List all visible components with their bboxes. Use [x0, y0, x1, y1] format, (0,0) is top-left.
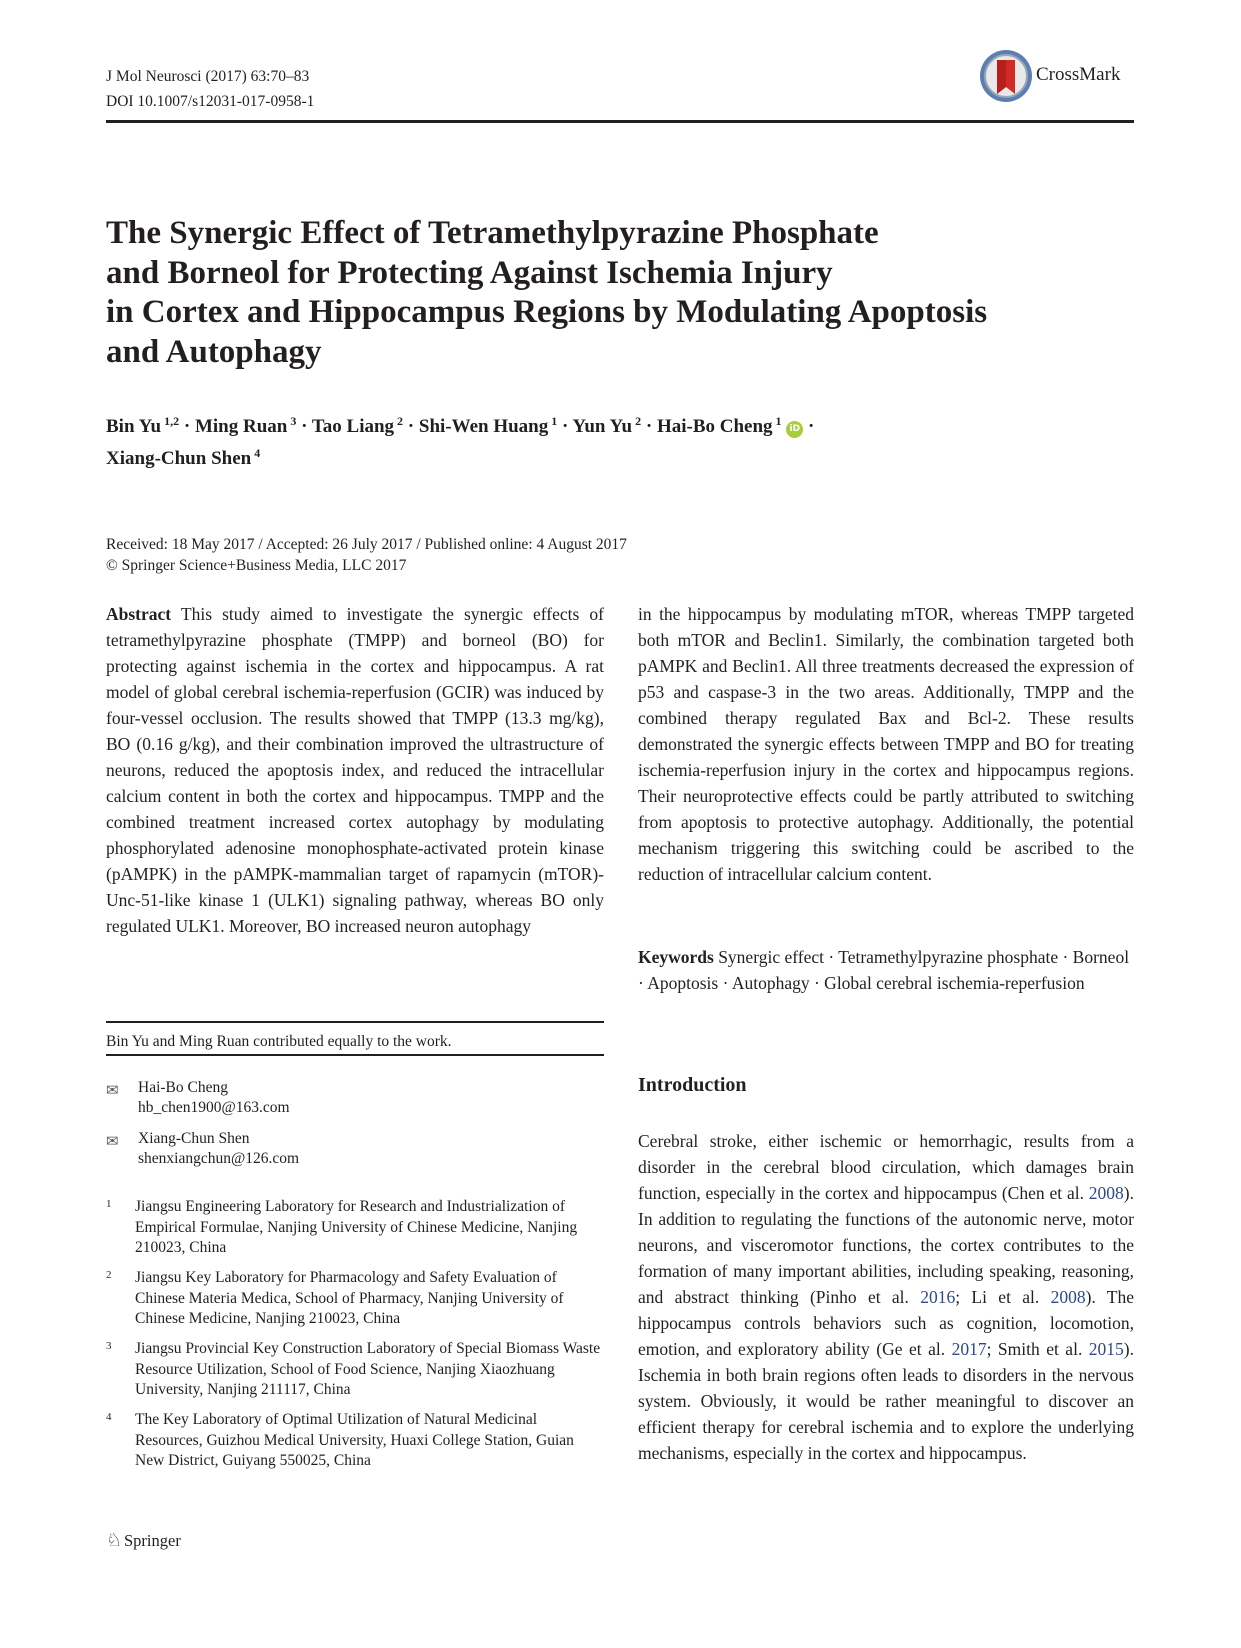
author-name[interactable]: Xiang-Chun Shen: [106, 448, 252, 469]
dates-line: Received: 18 May 2017 / Accepted: 26 July 2017 / Published online: 4 August 2017: [106, 536, 627, 553]
intro-text: ; Li et al.: [955, 1287, 1051, 1307]
introduction-heading: Introduction: [638, 1074, 747, 1096]
citation-link[interactable]: 2008: [1088, 1183, 1124, 1203]
author-list: Bin Yu $^{1,2}$ · Ming Ruan $^3$ · Tao Liang $^2$ · Shi-Wen Huang $^1$ · Yun Yu $^2$ · Hai-Bo Cheng $^1$ iD · Xiang-Chun Shen $^4$: [106, 414, 815, 469]
envelope-icon: ✉: [106, 1132, 119, 1150]
corresponding-email[interactable]: hb_chen1900@163.com: [138, 1099, 290, 1116]
citation-link[interactable]: 2017: [951, 1339, 987, 1359]
affiliation-text: Jiangsu Key Laboratory for Pharmacology and Safety Evaluation of Chinese Materia Medica, School of Pharmacy, Nanjing University of Chinese Medicine, Nanjing 210023, China: [135, 1269, 564, 1327]
title-line: in Cortex and Hippocampus Regions by Modulating Apoptosis: [106, 294, 988, 330]
springer-horse-icon: ♘: [106, 1530, 123, 1551]
intro-text: ). In addition to regulating the functions of the autonomic nerve, motor neurons, and visceromotor functions, the cortex contributes to the formation of many important abilities, including speaking, reasoning, and abstract thinking (Pinho et al.: [638, 1183, 1134, 1307]
affiliation-text: The Key Laboratory of Optimal Utilization of Natural Medicinal Resources, Guizhou Medical University, Huaxi College Station, Guian New District, Guiyang 550025, China: [135, 1411, 574, 1469]
orcid-icon[interactable]: iD: [786, 421, 803, 438]
intro-text: ; Smith et al.: [986, 1339, 1089, 1359]
abstract-text-right: in the hippocampus by modulating mTOR, whereas TMPP targeted both mTOR and Beclin1. Similarly, the combination targeted both pAMPK and Beclin1. All three treatments decreased the expression of p53 and caspase-3 in the two areas. Additionally, TMPP and the combined therapy regulated Bax and Bcl-2. These results demonstrated the synergic effects between TMPP and BO for treating ischemia-reperfusion injury in the cortex and hippocampus regions. Their neuroprotective effects could be partly attributed to switching from apoptosis to protective autophagy. Additionally, the potential mechanism triggering this switching could be ascribed to the reduction of intracellular calcium content.: [638, 604, 1134, 884]
article-title: [106, 214, 1146, 372]
crossmark-icon: [978, 48, 1034, 104]
author-affiliation: 1,2: [164, 414, 180, 428]
corresponding-name: Hai-Bo Cheng: [138, 1079, 228, 1096]
publisher-name: Springer: [124, 1531, 181, 1550]
author-name[interactable]: Tao Liang: [311, 416, 395, 437]
author-affiliation: 3: [290, 414, 297, 428]
affiliation-text: Jiangsu Provincial Key Construction Laboratory of Special Biomass Waste Resource Utilization, School of Food Science, Nanjing Xiaozhuang University, Nanjing 211117, China: [135, 1340, 601, 1398]
abstract-right: [638, 601, 1134, 887]
corresponding-name: Xiang-Chun Shen: [138, 1130, 250, 1147]
author-affiliation: 1: [775, 414, 782, 428]
author-name[interactable]: Bin Yu: [106, 416, 162, 437]
abstract-heading: Abstract: [106, 604, 172, 624]
introduction-body: [638, 1128, 1134, 1466]
intro-text: ). The hippocampus controls behaviors such as cognition, locomotion, emotion, and exploratory ability (Ge et al.: [638, 1287, 1134, 1359]
author-affiliation: 1: [551, 414, 558, 428]
abstract-left: [106, 601, 604, 939]
crossmark-badge[interactable]: [978, 46, 1138, 108]
footnote-rule: [106, 1021, 604, 1023]
author-name[interactable]: Yun Yu: [572, 416, 633, 437]
author-affiliation: 2: [635, 414, 642, 428]
author-name[interactable]: Ming Ruan: [194, 416, 288, 437]
keywords: [638, 944, 1134, 996]
author-name[interactable]: Shi-Wen Huang: [418, 416, 549, 437]
author-name[interactable]: Hai-Bo Cheng: [656, 416, 773, 437]
affiliation-number: 1: [106, 1198, 112, 1210]
intro-text: ). Ischemia in both brain regions often leads to disorders in the nervous system. Obviously, it would be rather meaningful to discover an efficient therapy for cerebral ischemia and to explore the underlying mechanisms, especially in the cortex and hippocampus.: [638, 1339, 1134, 1463]
citation-link[interactable]: 2008: [1050, 1287, 1086, 1307]
affiliation-number: 4: [106, 1411, 112, 1423]
title-line: and Borneol for Protecting Against Ischemia Injury: [106, 254, 833, 291]
doi[interactable]: DOI 10.1007/s12031-017-0958-1: [106, 93, 315, 110]
abstract-text-left: This study aimed to investigate the synergic effects of tetramethylpyrazine phosphate (TMPP) and borneol (BO) for protecting against ischemia in the cortex and hippocampus. A rat model of global cerebral ischemia-reperfusion (GCIR) was induced by four-vessel occlusion. The results showed that TMPP (13.3 mg/kg), BO (0.16 g/kg), and their combination improved the ultrastructure of neurons, reduced the apoptosis index, and reduced the intracellular calcium content in both the cortex and hippocampus. TMPP and the combined treatment increased cortex autophagy by modulating phosphorylated adenosine monophosphate-activated protein kinase (pAMPK) in the pAMPK-mammalian target of rapamycin (mTOR)-Unc-51-like kinase 1 (ULK1) signaling pathway, whereas BO only regulated ULK1. Moreover, BO increased neuron autophagy: [106, 604, 604, 936]
contribution-note: Bin Yu and Ming Ruan contributed equally to the work.: [106, 1033, 452, 1050]
citation-link[interactable]: 2016: [920, 1287, 956, 1307]
crossmark-label: CrossMark: [1036, 64, 1121, 85]
publication-dates: [106, 534, 627, 576]
journal-citation: J Mol Neurosci (2017) 63:70–83: [106, 68, 310, 85]
title-line: and Autophagy: [106, 333, 322, 370]
header-rule: [106, 120, 1134, 123]
title-line: The Synergic Effect of Tetramethylpyrazine Phosphate: [106, 215, 879, 251]
copyright-line: © Springer Science+Business Media, LLC 2017: [106, 557, 407, 574]
author-affiliation: 2: [397, 414, 404, 428]
citation-link[interactable]: 2015: [1088, 1339, 1124, 1359]
corresponding-email[interactable]: shenxiangchun@126.com: [138, 1150, 300, 1167]
journal-info: [106, 64, 314, 114]
affiliation-text: Jiangsu Engineering Laboratory for Research and Industrialization of Empirical Formulae, Nanjing University of Chinese Medicine, Nanjing 210023, China: [135, 1198, 578, 1256]
author-affiliation: 4: [254, 446, 261, 460]
page-footer: [106, 1530, 181, 1552]
affiliation-number: 2: [106, 1269, 112, 1281]
footnote-rule: [106, 1054, 604, 1056]
keywords-text: Synergic effect · Tetramethylpyrazine phosphate · Borneol · Apoptosis · Autophagy · Global cerebral ischemia-reperfusion: [638, 947, 1130, 993]
affiliation-number: 3: [106, 1340, 112, 1352]
keywords-heading: Keywords: [638, 947, 714, 967]
envelope-icon: ✉: [106, 1081, 119, 1099]
intro-text: Cerebral stroke, either ischemic or hemorrhagic, results from a disorder in the cerebral blood circulation, which damages brain function, especially in the cortex and hippocampus (Chen et al.: [638, 1131, 1134, 1203]
